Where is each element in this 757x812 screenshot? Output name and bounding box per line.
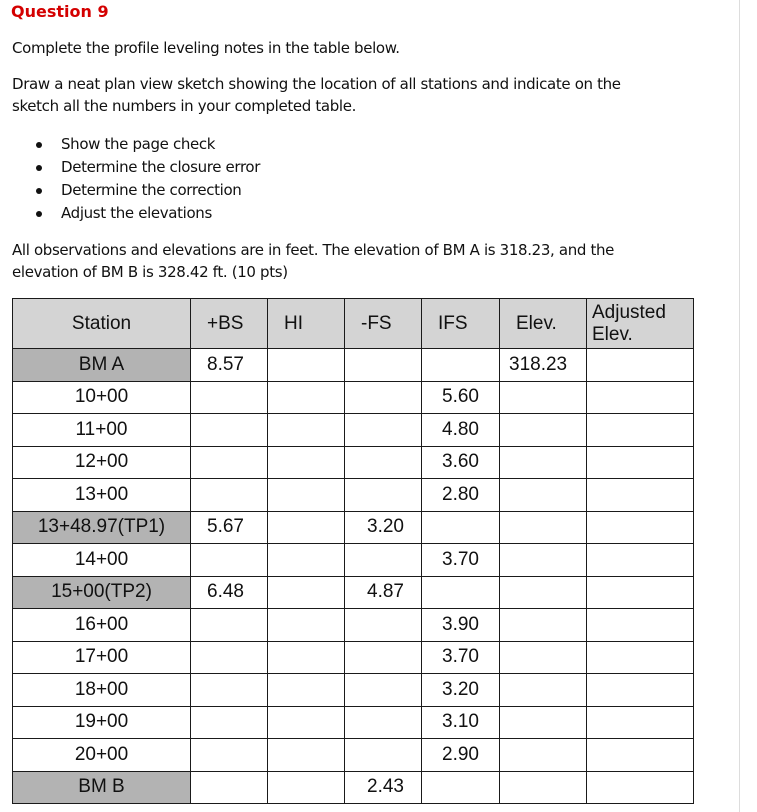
station-cell: 16+00 bbox=[13, 609, 191, 642]
elev-cell[interactable] bbox=[500, 674, 587, 707]
fs-cell[interactable] bbox=[345, 674, 422, 707]
bs-cell[interactable]: 8.57 bbox=[191, 349, 268, 382]
header-backsight: +BS bbox=[191, 299, 268, 349]
task-item-closure-error: Determine the closure error bbox=[34, 156, 260, 179]
task-item-adjust-elevations: Adjust the elevations bbox=[34, 202, 260, 225]
station-cell: 19+00 bbox=[13, 706, 191, 739]
adjusted-elev-cell[interactable] bbox=[587, 511, 694, 544]
adjusted-elev-cell[interactable] bbox=[587, 641, 694, 674]
table-row bbox=[13, 511, 694, 544]
station-cell: 17+00 bbox=[13, 641, 191, 674]
station-cell: 14+00 bbox=[13, 544, 191, 577]
table-row bbox=[13, 576, 694, 609]
task-list bbox=[34, 133, 260, 225]
table-row bbox=[13, 609, 694, 642]
hi-cell[interactable] bbox=[268, 609, 345, 642]
fs-cell[interactable] bbox=[345, 414, 422, 447]
bs-cell[interactable] bbox=[191, 641, 268, 674]
hi-cell[interactable] bbox=[268, 674, 345, 707]
station-cell: 13+00 bbox=[13, 479, 191, 512]
ifs-cell[interactable]: 3.70 bbox=[422, 544, 500, 577]
elev-cell[interactable] bbox=[500, 381, 587, 414]
elev-cell[interactable] bbox=[500, 739, 587, 772]
elev-cell[interactable] bbox=[500, 511, 587, 544]
header-elevation: Elev. bbox=[500, 299, 587, 349]
table-row bbox=[13, 414, 694, 447]
station-cell: 15+00(TP2) bbox=[13, 576, 191, 609]
leveling-notes-table bbox=[12, 298, 694, 804]
ifs-cell[interactable]: 3.90 bbox=[422, 609, 500, 642]
station-cell: 11+00 bbox=[13, 414, 191, 447]
fs-cell[interactable]: 3.20 bbox=[345, 511, 422, 544]
adjusted-elev-cell[interactable] bbox=[587, 544, 694, 577]
task-item-correction: Determine the correction bbox=[34, 179, 260, 202]
sketch-instruction-line-2: sketch all the numbers in your completed table. bbox=[12, 97, 357, 115]
ifs-cell[interactable] bbox=[422, 576, 500, 609]
station-cell: BM B bbox=[13, 771, 191, 804]
table-row bbox=[13, 479, 694, 512]
station-cell: 13+48.97(TP1) bbox=[13, 511, 191, 544]
hi-cell[interactable] bbox=[268, 641, 345, 674]
table-row bbox=[13, 349, 694, 382]
page-edge-rule bbox=[739, 0, 740, 812]
question-title: Question 9 bbox=[11, 2, 109, 21]
bs-cell[interactable] bbox=[191, 414, 268, 447]
header-adjusted-elevation bbox=[587, 299, 694, 349]
header-foresight: -FS bbox=[345, 299, 422, 349]
fs-cell[interactable] bbox=[345, 349, 422, 382]
adjusted-elev-cell[interactable] bbox=[587, 674, 694, 707]
hi-cell[interactable] bbox=[268, 544, 345, 577]
hi-cell[interactable] bbox=[268, 446, 345, 479]
hi-cell[interactable] bbox=[268, 381, 345, 414]
station-cell: 20+00 bbox=[13, 739, 191, 772]
ifs-cell[interactable]: 4.80 bbox=[422, 414, 500, 447]
bs-cell[interactable] bbox=[191, 771, 268, 804]
given-data-line-2: elevation of BM B is 328.42 ft. (10 pts) bbox=[12, 263, 288, 281]
adjusted-elev-cell[interactable] bbox=[587, 739, 694, 772]
station-cell: 10+00 bbox=[13, 381, 191, 414]
adjusted-elev-cell[interactable] bbox=[587, 349, 694, 382]
station-cell: 18+00 bbox=[13, 674, 191, 707]
hi-cell[interactable] bbox=[268, 511, 345, 544]
bs-cell[interactable] bbox=[191, 706, 268, 739]
fs-cell[interactable] bbox=[345, 739, 422, 772]
ifs-cell[interactable]: 2.80 bbox=[422, 479, 500, 512]
header-height-of-instrument: HI bbox=[268, 299, 345, 349]
ifs-cell[interactable] bbox=[422, 771, 500, 804]
bs-cell[interactable] bbox=[191, 544, 268, 577]
bs-cell[interactable] bbox=[191, 674, 268, 707]
ifs-cell[interactable]: 3.20 bbox=[422, 674, 500, 707]
adjusted-elev-cell[interactable] bbox=[587, 446, 694, 479]
instruction-text: Complete the profile leveling notes in the table below. bbox=[12, 39, 400, 57]
adjusted-elev-cell[interactable] bbox=[587, 706, 694, 739]
header-station: Station bbox=[13, 299, 191, 349]
bs-cell[interactable] bbox=[191, 381, 268, 414]
fs-cell[interactable] bbox=[345, 641, 422, 674]
bs-cell[interactable] bbox=[191, 609, 268, 642]
bs-cell[interactable]: 5.67 bbox=[191, 511, 268, 544]
ifs-cell[interactable]: 5.60 bbox=[422, 381, 500, 414]
fs-cell[interactable] bbox=[345, 381, 422, 414]
table-row bbox=[13, 706, 694, 739]
elev-cell[interactable] bbox=[500, 446, 587, 479]
fs-cell[interactable]: 4.87 bbox=[345, 576, 422, 609]
ifs-cell[interactable] bbox=[422, 349, 500, 382]
table-row bbox=[13, 381, 694, 414]
bs-cell[interactable] bbox=[191, 739, 268, 772]
adjusted-elev-cell[interactable] bbox=[587, 771, 694, 804]
elev-cell[interactable] bbox=[500, 771, 587, 804]
given-data-line-1: All observations and elevations are in feet. The elevation of BM A is 318.23, and the bbox=[12, 241, 615, 259]
hi-cell[interactable] bbox=[268, 771, 345, 804]
fs-cell[interactable] bbox=[345, 706, 422, 739]
elev-cell[interactable] bbox=[500, 706, 587, 739]
elev-cell[interactable] bbox=[500, 641, 587, 674]
table-row bbox=[13, 446, 694, 479]
elev-cell[interactable]: 318.23 bbox=[500, 349, 587, 382]
bs-cell[interactable] bbox=[191, 446, 268, 479]
sketch-instruction-line-1: Draw a neat plan view sketch showing the location of all stations and indicate on the bbox=[12, 75, 621, 93]
adjusted-elev-cell[interactable] bbox=[587, 609, 694, 642]
ifs-cell[interactable]: 3.60 bbox=[422, 446, 500, 479]
table-row bbox=[13, 739, 694, 772]
station-cell: 12+00 bbox=[13, 446, 191, 479]
hi-cell[interactable] bbox=[268, 479, 345, 512]
fs-cell[interactable] bbox=[345, 544, 422, 577]
hi-cell[interactable] bbox=[268, 414, 345, 447]
ifs-cell[interactable]: 3.70 bbox=[422, 641, 500, 674]
adjusted-elev-cell[interactable] bbox=[587, 381, 694, 414]
hi-cell[interactable] bbox=[268, 706, 345, 739]
table-row bbox=[13, 674, 694, 707]
header-adjusted-line-2: Elev. bbox=[592, 323, 633, 345]
fs-cell[interactable] bbox=[345, 609, 422, 642]
adjusted-elev-cell[interactable] bbox=[587, 479, 694, 512]
elev-cell[interactable] bbox=[500, 544, 587, 577]
task-item-page-check: Show the page check bbox=[34, 133, 260, 156]
given-data-text bbox=[12, 239, 614, 283]
bs-cell[interactable]: 6.48 bbox=[191, 576, 268, 609]
table-row bbox=[13, 544, 694, 577]
sketch-instruction bbox=[12, 73, 621, 117]
elev-cell[interactable] bbox=[500, 479, 587, 512]
table-row bbox=[13, 641, 694, 674]
ifs-cell[interactable] bbox=[422, 511, 500, 544]
elev-cell[interactable] bbox=[500, 609, 587, 642]
elev-cell[interactable] bbox=[500, 576, 587, 609]
fs-cell[interactable] bbox=[345, 479, 422, 512]
elev-cell[interactable] bbox=[500, 414, 587, 447]
header-intermediate-foresight: IFS bbox=[422, 299, 500, 349]
fs-cell[interactable] bbox=[345, 446, 422, 479]
ifs-cell[interactable]: 3.10 bbox=[422, 706, 500, 739]
ifs-cell[interactable]: 2.90 bbox=[422, 739, 500, 772]
fs-cell[interactable]: 2.43 bbox=[345, 771, 422, 804]
hi-cell[interactable] bbox=[268, 349, 345, 382]
station-cell: BM A bbox=[13, 349, 191, 382]
header-adjusted-line-1: Adjusted bbox=[592, 301, 666, 323]
table-header-row bbox=[13, 299, 694, 349]
hi-cell[interactable] bbox=[268, 576, 345, 609]
table-row bbox=[13, 771, 694, 804]
adjusted-elev-cell[interactable] bbox=[587, 576, 694, 609]
hi-cell[interactable] bbox=[268, 739, 345, 772]
bs-cell[interactable] bbox=[191, 479, 268, 512]
adjusted-elev-cell[interactable] bbox=[587, 414, 694, 447]
